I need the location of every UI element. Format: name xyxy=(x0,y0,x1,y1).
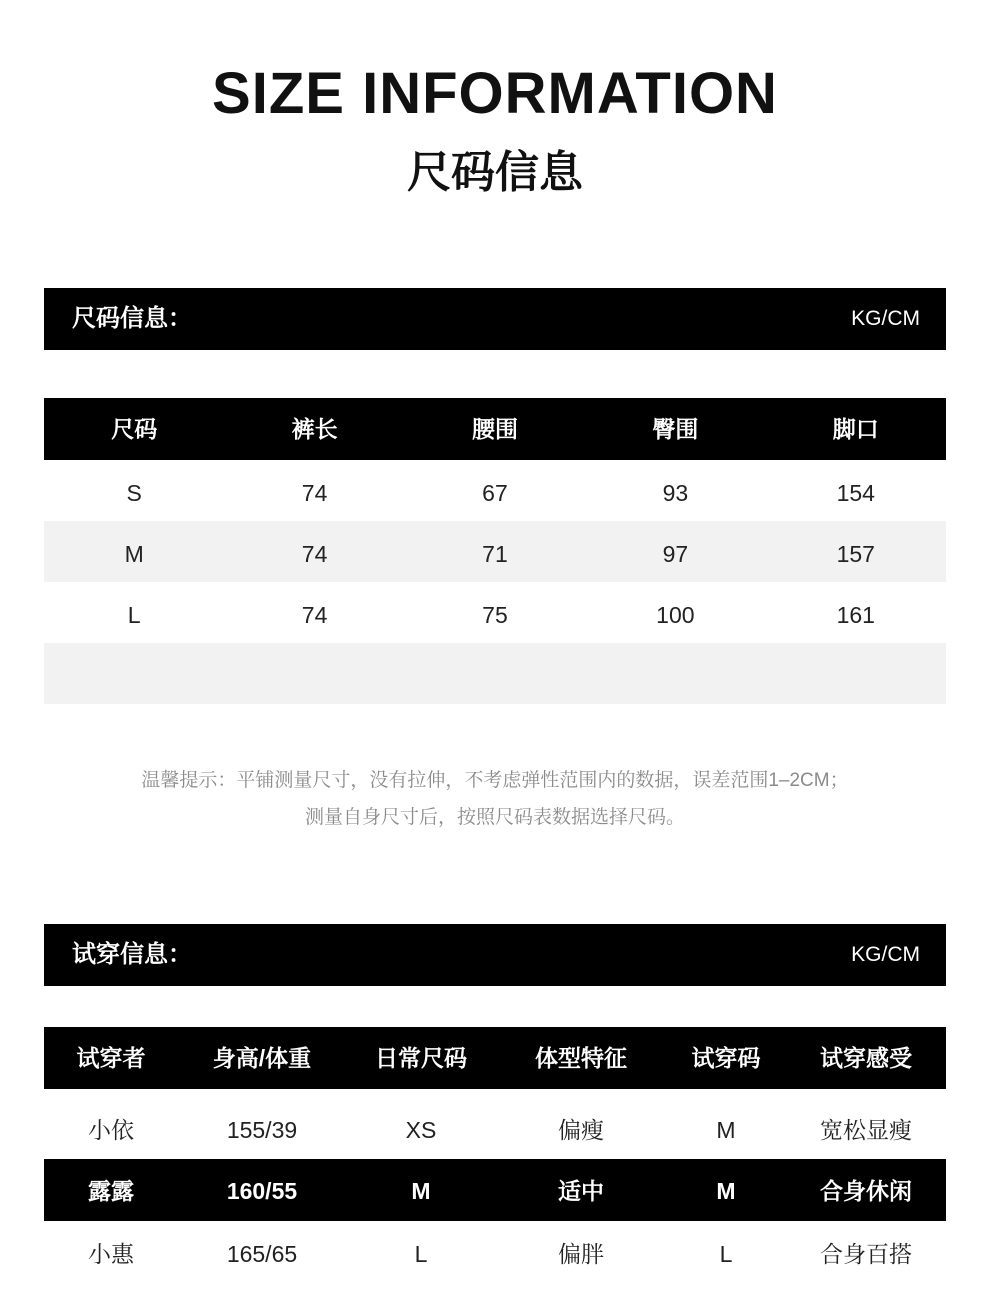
table-cell: 小依 xyxy=(88,1117,134,1143)
measurement-note-line1: 温馨提示：平铺测量尺寸，没有拉伸，不考虑弹性范围内的数据，误差范围1–2CM； xyxy=(141,770,849,791)
column-header-height-weight: 身高/体重 xyxy=(212,1045,312,1071)
table-cell: 67 xyxy=(482,480,508,506)
column-header-size: 尺码 xyxy=(111,416,158,442)
table-cell: 74 xyxy=(301,480,328,506)
table-cell: 160/55 xyxy=(226,1178,298,1204)
try-on-info-bar xyxy=(44,924,946,986)
measurement-note-line2: 测量自身尺寸后，按照尺码表数据选择尺码。 xyxy=(304,807,685,828)
column-header-feeling: 试穿感受 xyxy=(820,1045,912,1071)
table-cell: L xyxy=(127,602,141,628)
table-cell: 155/39 xyxy=(226,1117,298,1143)
table-cell: 93 xyxy=(662,480,689,506)
table-cell: L xyxy=(719,1241,733,1267)
table-cell: M xyxy=(124,541,144,567)
column-header-usual-size: 日常尺码 xyxy=(375,1045,467,1071)
table-cell: 露露 xyxy=(88,1178,134,1204)
table-cell: 适中 xyxy=(558,1178,604,1204)
table-row xyxy=(44,1089,946,1159)
table-cell: 偏胖 xyxy=(558,1241,604,1267)
table-row xyxy=(44,1221,946,1283)
page-title-english: SIZE INFORMATION xyxy=(212,61,778,126)
table-cell: 161 xyxy=(836,602,875,628)
table-cell: 97 xyxy=(662,541,689,567)
table-cell: 157 xyxy=(836,541,875,567)
try-on-table xyxy=(44,1027,946,1283)
table-row xyxy=(44,521,946,582)
table-cell: 合身休闲 xyxy=(820,1178,912,1204)
table-cell: 165/65 xyxy=(226,1241,298,1267)
table-cell: XS xyxy=(405,1117,437,1143)
table-cell: 宽松显瘦 xyxy=(820,1117,912,1143)
table-cell: 偏瘦 xyxy=(558,1117,604,1143)
size-info-title: 尺码信息： xyxy=(72,305,192,332)
table-cell: 小惠 xyxy=(88,1241,134,1267)
column-header-body-type: 体型特征 xyxy=(535,1045,627,1071)
try-on-info-unit: KG/CM xyxy=(851,943,920,966)
column-header-hem: 脚口 xyxy=(832,416,879,442)
table-row xyxy=(44,1159,946,1221)
table-cell: 75 xyxy=(482,602,508,628)
column-header-hip: 臀围 xyxy=(652,416,699,442)
page-title-chinese: 尺码信息 xyxy=(407,148,583,197)
table-cell: M xyxy=(411,1178,431,1204)
table-cell: M xyxy=(716,1178,736,1204)
try-on-table-header xyxy=(44,1027,946,1089)
column-header-waist: 腰围 xyxy=(471,416,518,442)
column-header-try-size: 试穿码 xyxy=(691,1045,761,1071)
table-row-empty xyxy=(44,643,946,704)
table-cell: 合身百搭 xyxy=(820,1241,912,1267)
size-info-bar xyxy=(44,288,946,350)
table-cell: 71 xyxy=(482,541,508,567)
try-on-info-title: 试穿信息： xyxy=(72,941,192,968)
table-row xyxy=(44,460,946,521)
table-cell: 154 xyxy=(836,480,875,506)
column-header-length: 裤长 xyxy=(291,416,338,442)
size-info-unit: KG/CM xyxy=(851,307,920,330)
table-row xyxy=(44,582,946,643)
table-cell: S xyxy=(126,480,142,506)
table-cell: M xyxy=(716,1117,736,1143)
table-cell: 100 xyxy=(656,602,695,628)
table-cell: 74 xyxy=(301,602,328,628)
column-header-tester: 试穿者 xyxy=(76,1045,146,1071)
size-table-header xyxy=(44,398,946,460)
table-cell: L xyxy=(414,1241,428,1267)
table-cell: 74 xyxy=(301,541,328,567)
size-table xyxy=(44,398,946,704)
